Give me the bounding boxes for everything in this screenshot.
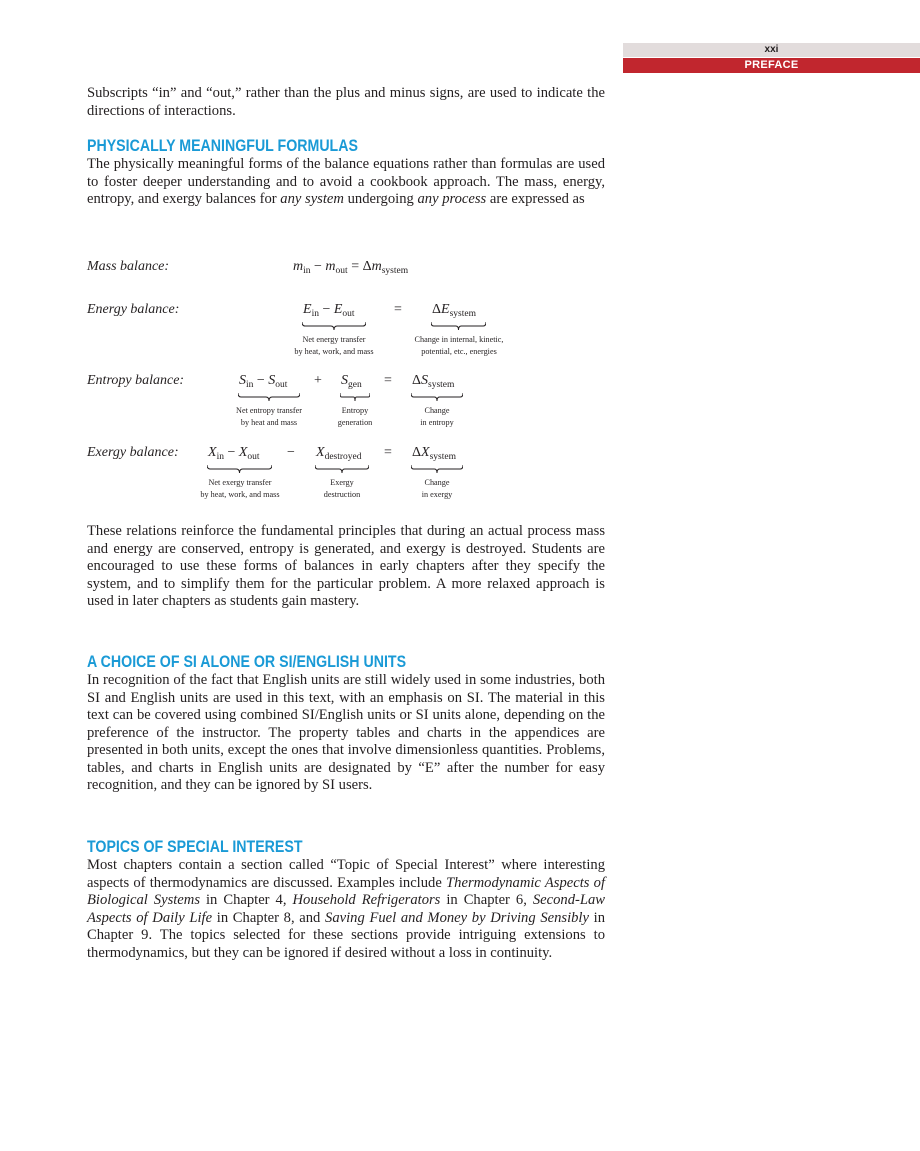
page-number: xxi xyxy=(623,43,920,57)
entropy-generation-term: $S_{gen}$ xyxy=(341,373,362,390)
exergy-transfer-note: Net exergy transfer by heat, work, and mass xyxy=(200,478,280,499)
units-heading: A CHOICE OF SI ALONE OR SI/ENGLISH UNITS xyxy=(87,653,407,671)
formulas-section xyxy=(87,137,605,209)
section-title: PREFACE xyxy=(623,58,920,73)
exergy-change-note: Change in exergy xyxy=(421,478,453,499)
mass-balance-label: Mass balance: xyxy=(87,259,170,274)
equals-sign: = xyxy=(394,302,402,317)
underbrace xyxy=(315,465,369,473)
entropy-change-note: Change in entropy xyxy=(420,406,454,427)
energy-transfer-term: $E_{in} - E_{out}$ xyxy=(303,302,355,319)
units-section xyxy=(87,653,605,795)
energy-balance-label: Energy balance: xyxy=(87,302,180,317)
topics-paragraph: Most chapters contain a section called “Topic of Special Interest” where interesting aspects of thermodynamics are discussed. Examples include Thermodynamic Aspects of Biological Systems in Chapter 4, Household Refrigerators in Chapter 6, Second-Law Aspects of Daily Life in Chapter 8, and Saving Fuel and Money by Driving Sensibly in Chapter 9. The topics selected for these sections provide intriguing extensions to thermodynamics, but they can be ignored if desired without a loss in continuity. xyxy=(87,857,606,961)
energy-transfer-note: Net energy transfer by heat, work, and mass xyxy=(294,335,374,356)
exergy-change-term: $\Delta X_{system}$ xyxy=(412,445,456,462)
formulas-heading: PHYSICALLY MEANINGFUL FORMULAS xyxy=(87,137,358,155)
entropy-transfer-note: Net entropy transfer by heat and mass xyxy=(236,406,302,427)
entropy-balance-label: Entropy balance: xyxy=(87,373,185,388)
plus-sign: + xyxy=(314,373,322,388)
underbrace xyxy=(238,393,300,401)
underbrace xyxy=(431,322,486,330)
underbrace xyxy=(302,322,366,330)
exergy-destruction-note: Exergy destruction xyxy=(323,478,361,499)
underbrace xyxy=(411,465,463,473)
intro-paragraph: Subscripts “in” and “out,” rather than the plus and minus signs, are used to indicate the directions of interactions. xyxy=(87,85,605,119)
topics-heading: TOPICS OF SPECIAL INTEREST xyxy=(87,838,303,856)
exergy-balance-label: Exergy balance: xyxy=(87,445,179,460)
underbrace xyxy=(340,393,370,401)
equals-sign: = xyxy=(384,445,392,460)
exergy-transfer-term: $X_{in} - X_{out}$ xyxy=(208,445,260,462)
entropy-change-term: $\Delta S_{system}$ xyxy=(412,373,455,390)
underbrace xyxy=(207,465,272,473)
entropy-generation-note: Entropy generation xyxy=(337,406,373,427)
formulas-paragraph: The physically meaningful forms of the balance equations rather than formulas are used to foster deeper understanding and to avoid a cookbook approach. The mass, energy, entropy, and exergy balances for any system undergoing any process are expressed as xyxy=(87,156,605,207)
units-paragraph: In recognition of the fact that English units are still widely used in some industries, both SI and English units are used in this text, with an emphasis on SI. The material in this text can be covered using combined SI/English units or SI units alone, depending on the preference of the instructor. The property tables and charts in the appendices are presented in both units, except the ones that involve dimensionless quantities. Problems, tables, and charts in English units are designated by “E” after the number for easy recognition, and they can be ignored by SI users. xyxy=(87,672,605,793)
underbrace xyxy=(411,393,463,401)
equals-sign: = xyxy=(384,373,392,388)
entropy-transfer-term: $S_{in} - S_{out}$ xyxy=(239,373,288,390)
relations-paragraph: These relations reinforce the fundamental principles that during an actual process mass and energy are conserved, entropy is generated, and exergy is destroyed. Students are encouraged to use these forms of balances in early chapters after they specify the system, and to simplify them for the particular problem. A more relaxed approach is used in later chapters as students gain mastery. xyxy=(87,523,605,609)
energy-change-term: $\Delta E_{system}$ xyxy=(432,302,476,319)
energy-change-note: Change in internal, kinetic, potential, etc., energies xyxy=(414,335,504,356)
mass-balance-equation: $m_{in} - m_{out} = \Delta m_{system}$ xyxy=(293,259,409,276)
topics-section xyxy=(87,838,605,962)
exergy-destroyed-term: $X_{destroyed}$ xyxy=(316,445,362,462)
minus-sign: − xyxy=(287,445,295,460)
